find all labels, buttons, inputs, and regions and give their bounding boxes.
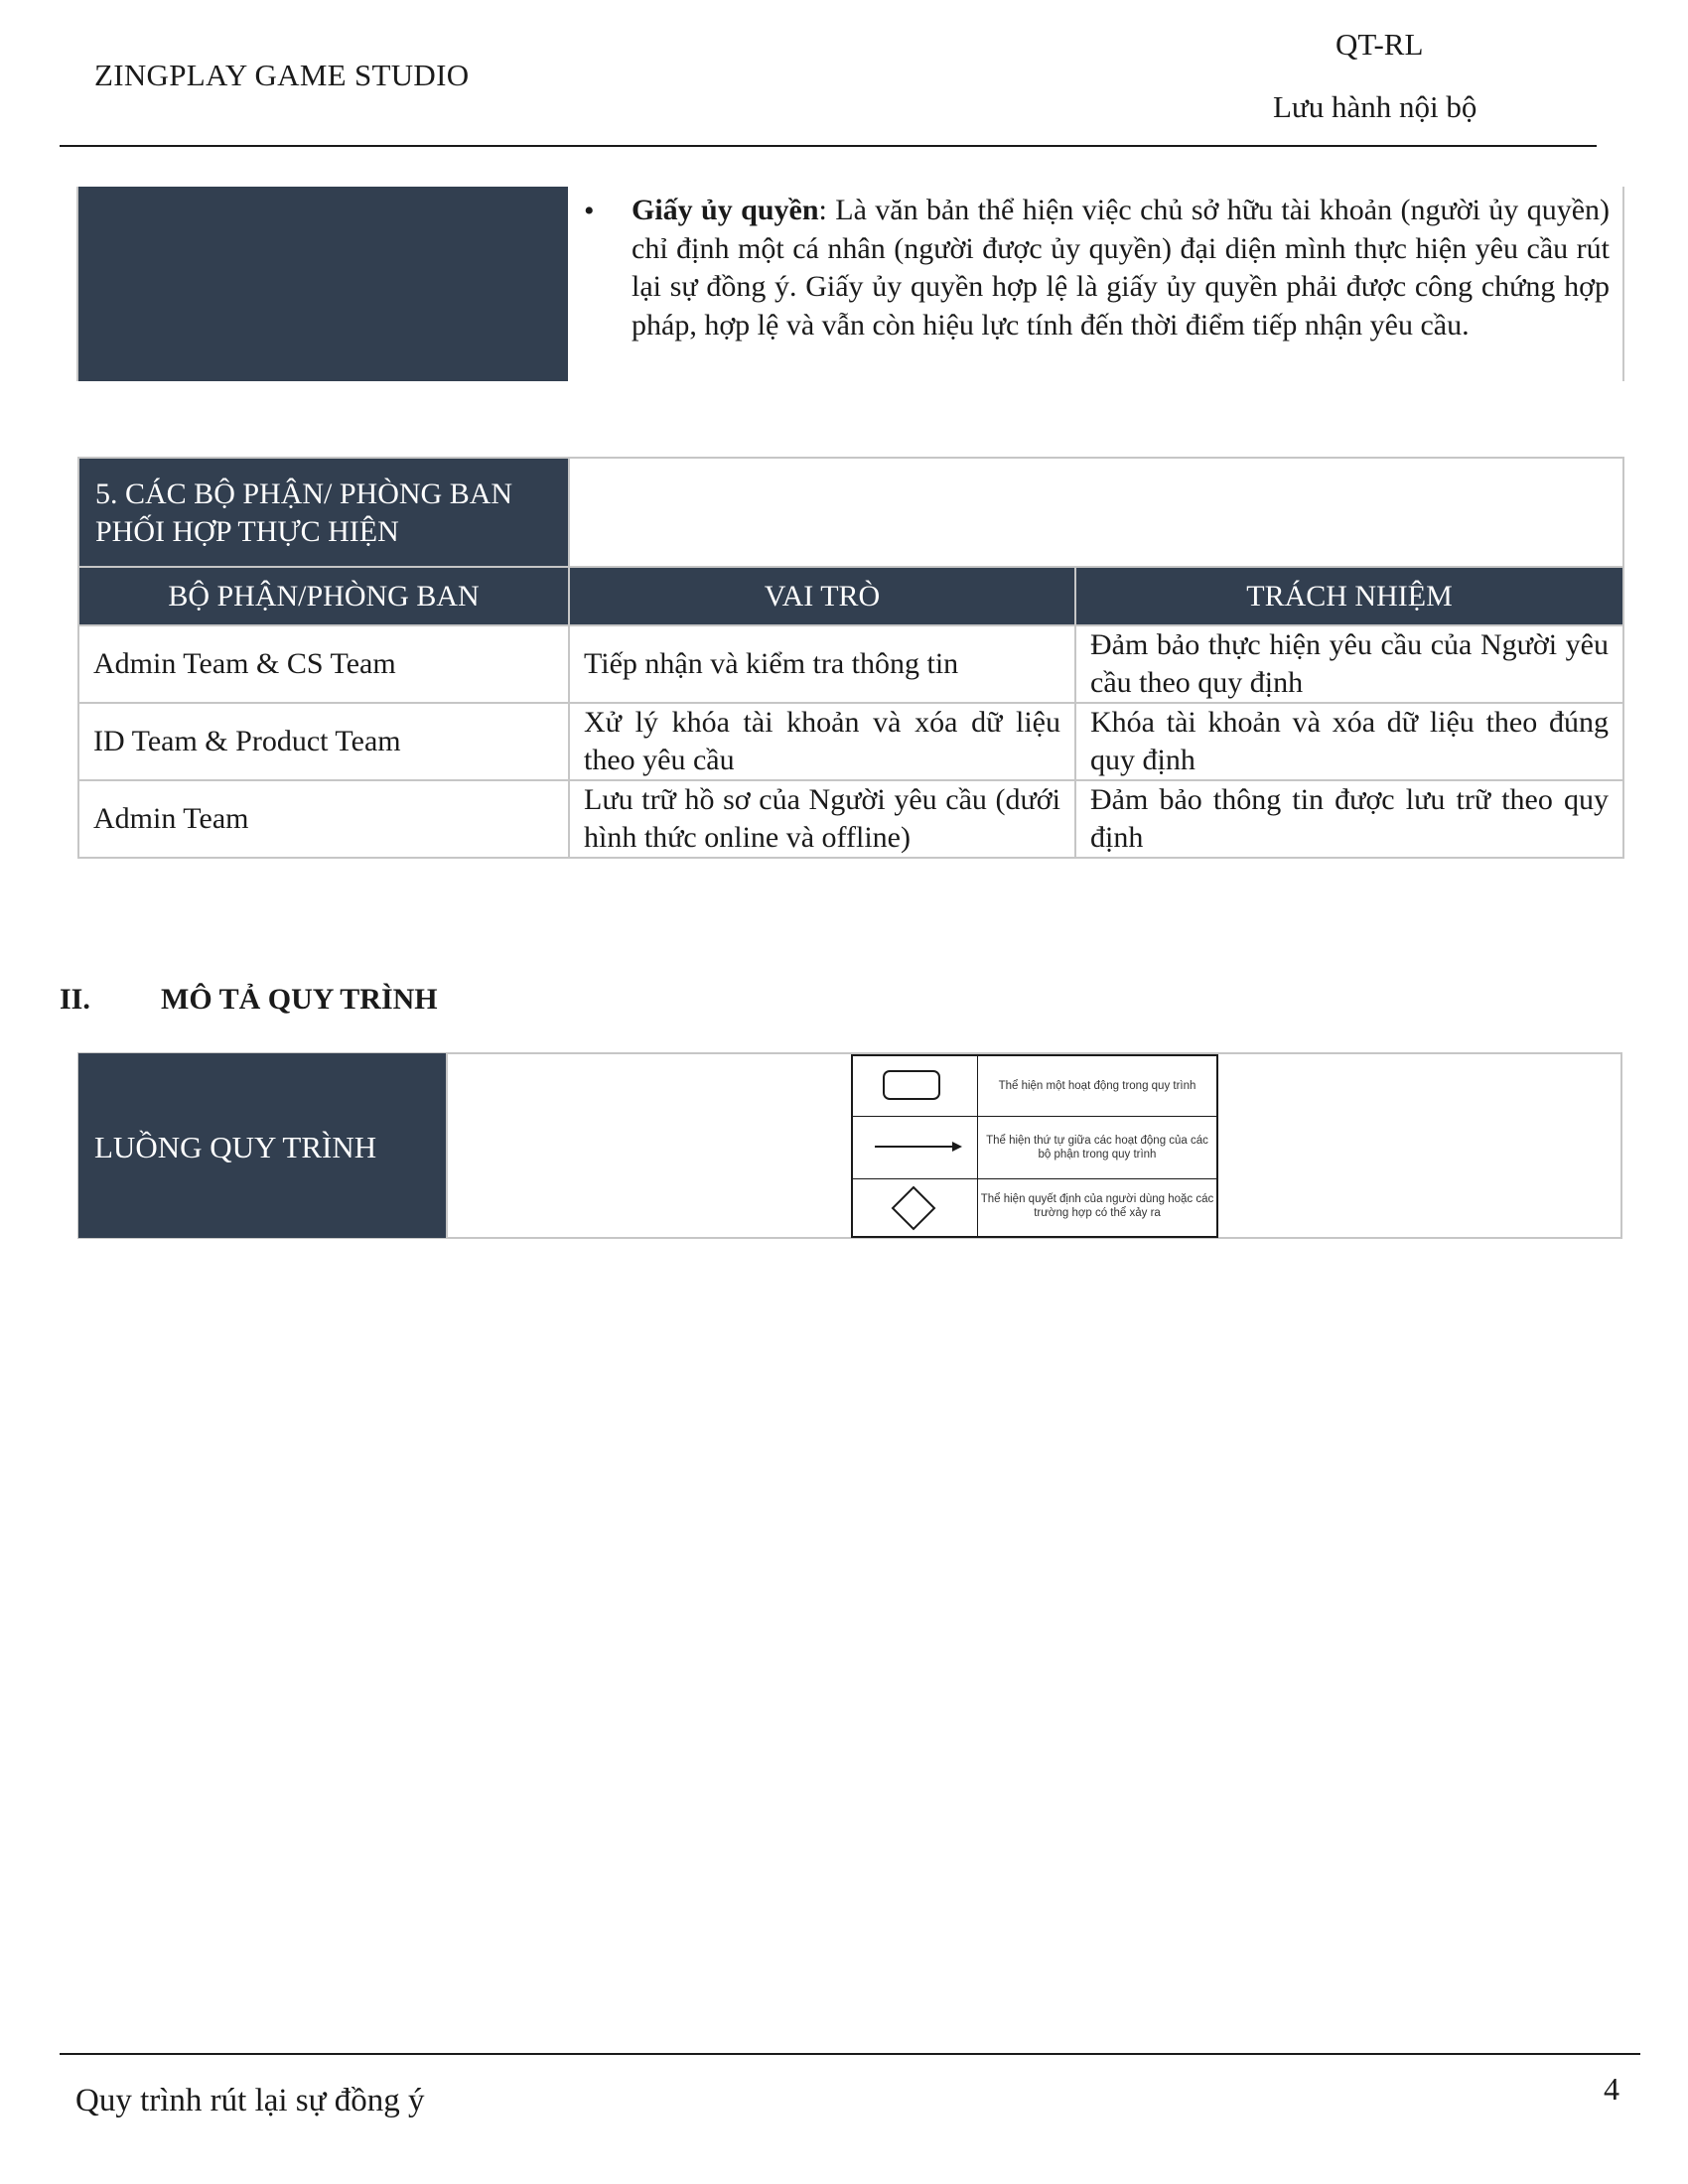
- title-empty-cell: [569, 458, 1623, 567]
- company-name: ZINGPLAY GAME STUDIO: [94, 58, 470, 92]
- section5-title: 5. CÁC BỘ PHẬN/ PHÒNG BAN PHỐI HỢP THỰC HIỆN: [78, 458, 569, 567]
- role-cell: Tiếp nhận và kiểm tra thông tin: [569, 625, 1075, 703]
- definition-paragraph: [632, 192, 1610, 344]
- table-row: [78, 703, 1623, 780]
- circulation-note: Lưu hành nội bộ: [1273, 89, 1477, 124]
- page-number: 4: [1604, 2071, 1619, 2107]
- legend-divider: [977, 1056, 978, 1236]
- flow-label: LUỒNG QUY TRÌNH: [94, 1130, 377, 1164]
- legend-row: [853, 1179, 1216, 1236]
- role-cell: Lưu trữ hồ sơ của Người yêu cầu (dưới hình thức online và offline): [569, 780, 1075, 858]
- legend-box: [851, 1054, 1218, 1238]
- table-row: [78, 625, 1623, 703]
- flow-cell-divider: [446, 1053, 448, 1238]
- footer-title: Quy trình rút lại sự đồng ý: [75, 2083, 425, 2118]
- responsibility-cell: Khóa tài khoản và xóa dữ liệu theo đúng quy định: [1075, 703, 1623, 780]
- continued-border-right: [1622, 187, 1624, 381]
- footer-divider: [60, 2053, 1640, 2055]
- table-title-row: [78, 458, 1623, 567]
- responsibility-cell: Đảm bảo thực hiện yêu cầu của Người yêu cầu theo quy định: [1075, 625, 1623, 703]
- document-code: QT-RL: [1336, 27, 1424, 62]
- departments-table-wrapper: [77, 457, 1622, 859]
- legend-text: Thể hiện thứ tự giữa các hoạt động của các bộ phận trong quy trình: [986, 1135, 1208, 1160]
- definition-body: : Là văn bản thể hiện việc chủ sở hữu tài khoản (người ủy quyền) chỉ định một cá nhân (người được ủy quyền) đại diện mình thực hiện yêu cầu rút lại sự đồng ý. Giấy ủy quyền hợp lệ là giấy ủy quyền phải được công chứng hợp pháp, hợp lệ và vẫn còn hiệu lực tính đến thời điểm tiếp nhận yêu cầu.: [632, 194, 1610, 341]
- continued-label-cell: [77, 187, 568, 381]
- column-header-responsibility: TRÁCH NHIỆM: [1075, 567, 1623, 625]
- legend-text: Thể hiện quyết định của người dùng hoặc các trường hợp có thể xảy ra: [980, 1193, 1214, 1219]
- continued-border-left: [76, 187, 78, 381]
- table-header-row: [78, 567, 1623, 625]
- legend-row: [853, 1117, 1216, 1179]
- arrow-right-icon: [873, 1139, 964, 1155]
- department-cell: Admin Team: [78, 780, 569, 858]
- column-header-department: BỘ PHẬN/PHÒNG BAN: [78, 567, 569, 625]
- rounded-rectangle-icon: [883, 1070, 940, 1100]
- department-cell: ID Team & Product Team: [78, 703, 569, 780]
- bullet-marker: •: [584, 195, 595, 227]
- departments-table: [77, 457, 1624, 859]
- department-cell: Admin Team & CS Team: [78, 625, 569, 703]
- legend-text: Thể hiện một hoạt động trong quy trình: [998, 1080, 1196, 1092]
- section-number: II.: [60, 983, 90, 1016]
- legend-row: [853, 1056, 1216, 1117]
- table-row: [78, 780, 1623, 858]
- role-cell: Xử lý khóa tài khoản và xóa dữ liệu theo yêu cầu: [569, 703, 1075, 780]
- column-header-role: VAI TRÒ: [569, 567, 1075, 625]
- definition-term: Giấy ủy quyền: [632, 194, 819, 226]
- header-divider: [60, 145, 1597, 147]
- responsibility-cell: Đảm bảo thông tin được lưu trữ theo quy định: [1075, 780, 1623, 858]
- section-title: MÔ TẢ QUY TRÌNH: [161, 983, 438, 1016]
- diamond-icon: [891, 1185, 936, 1231]
